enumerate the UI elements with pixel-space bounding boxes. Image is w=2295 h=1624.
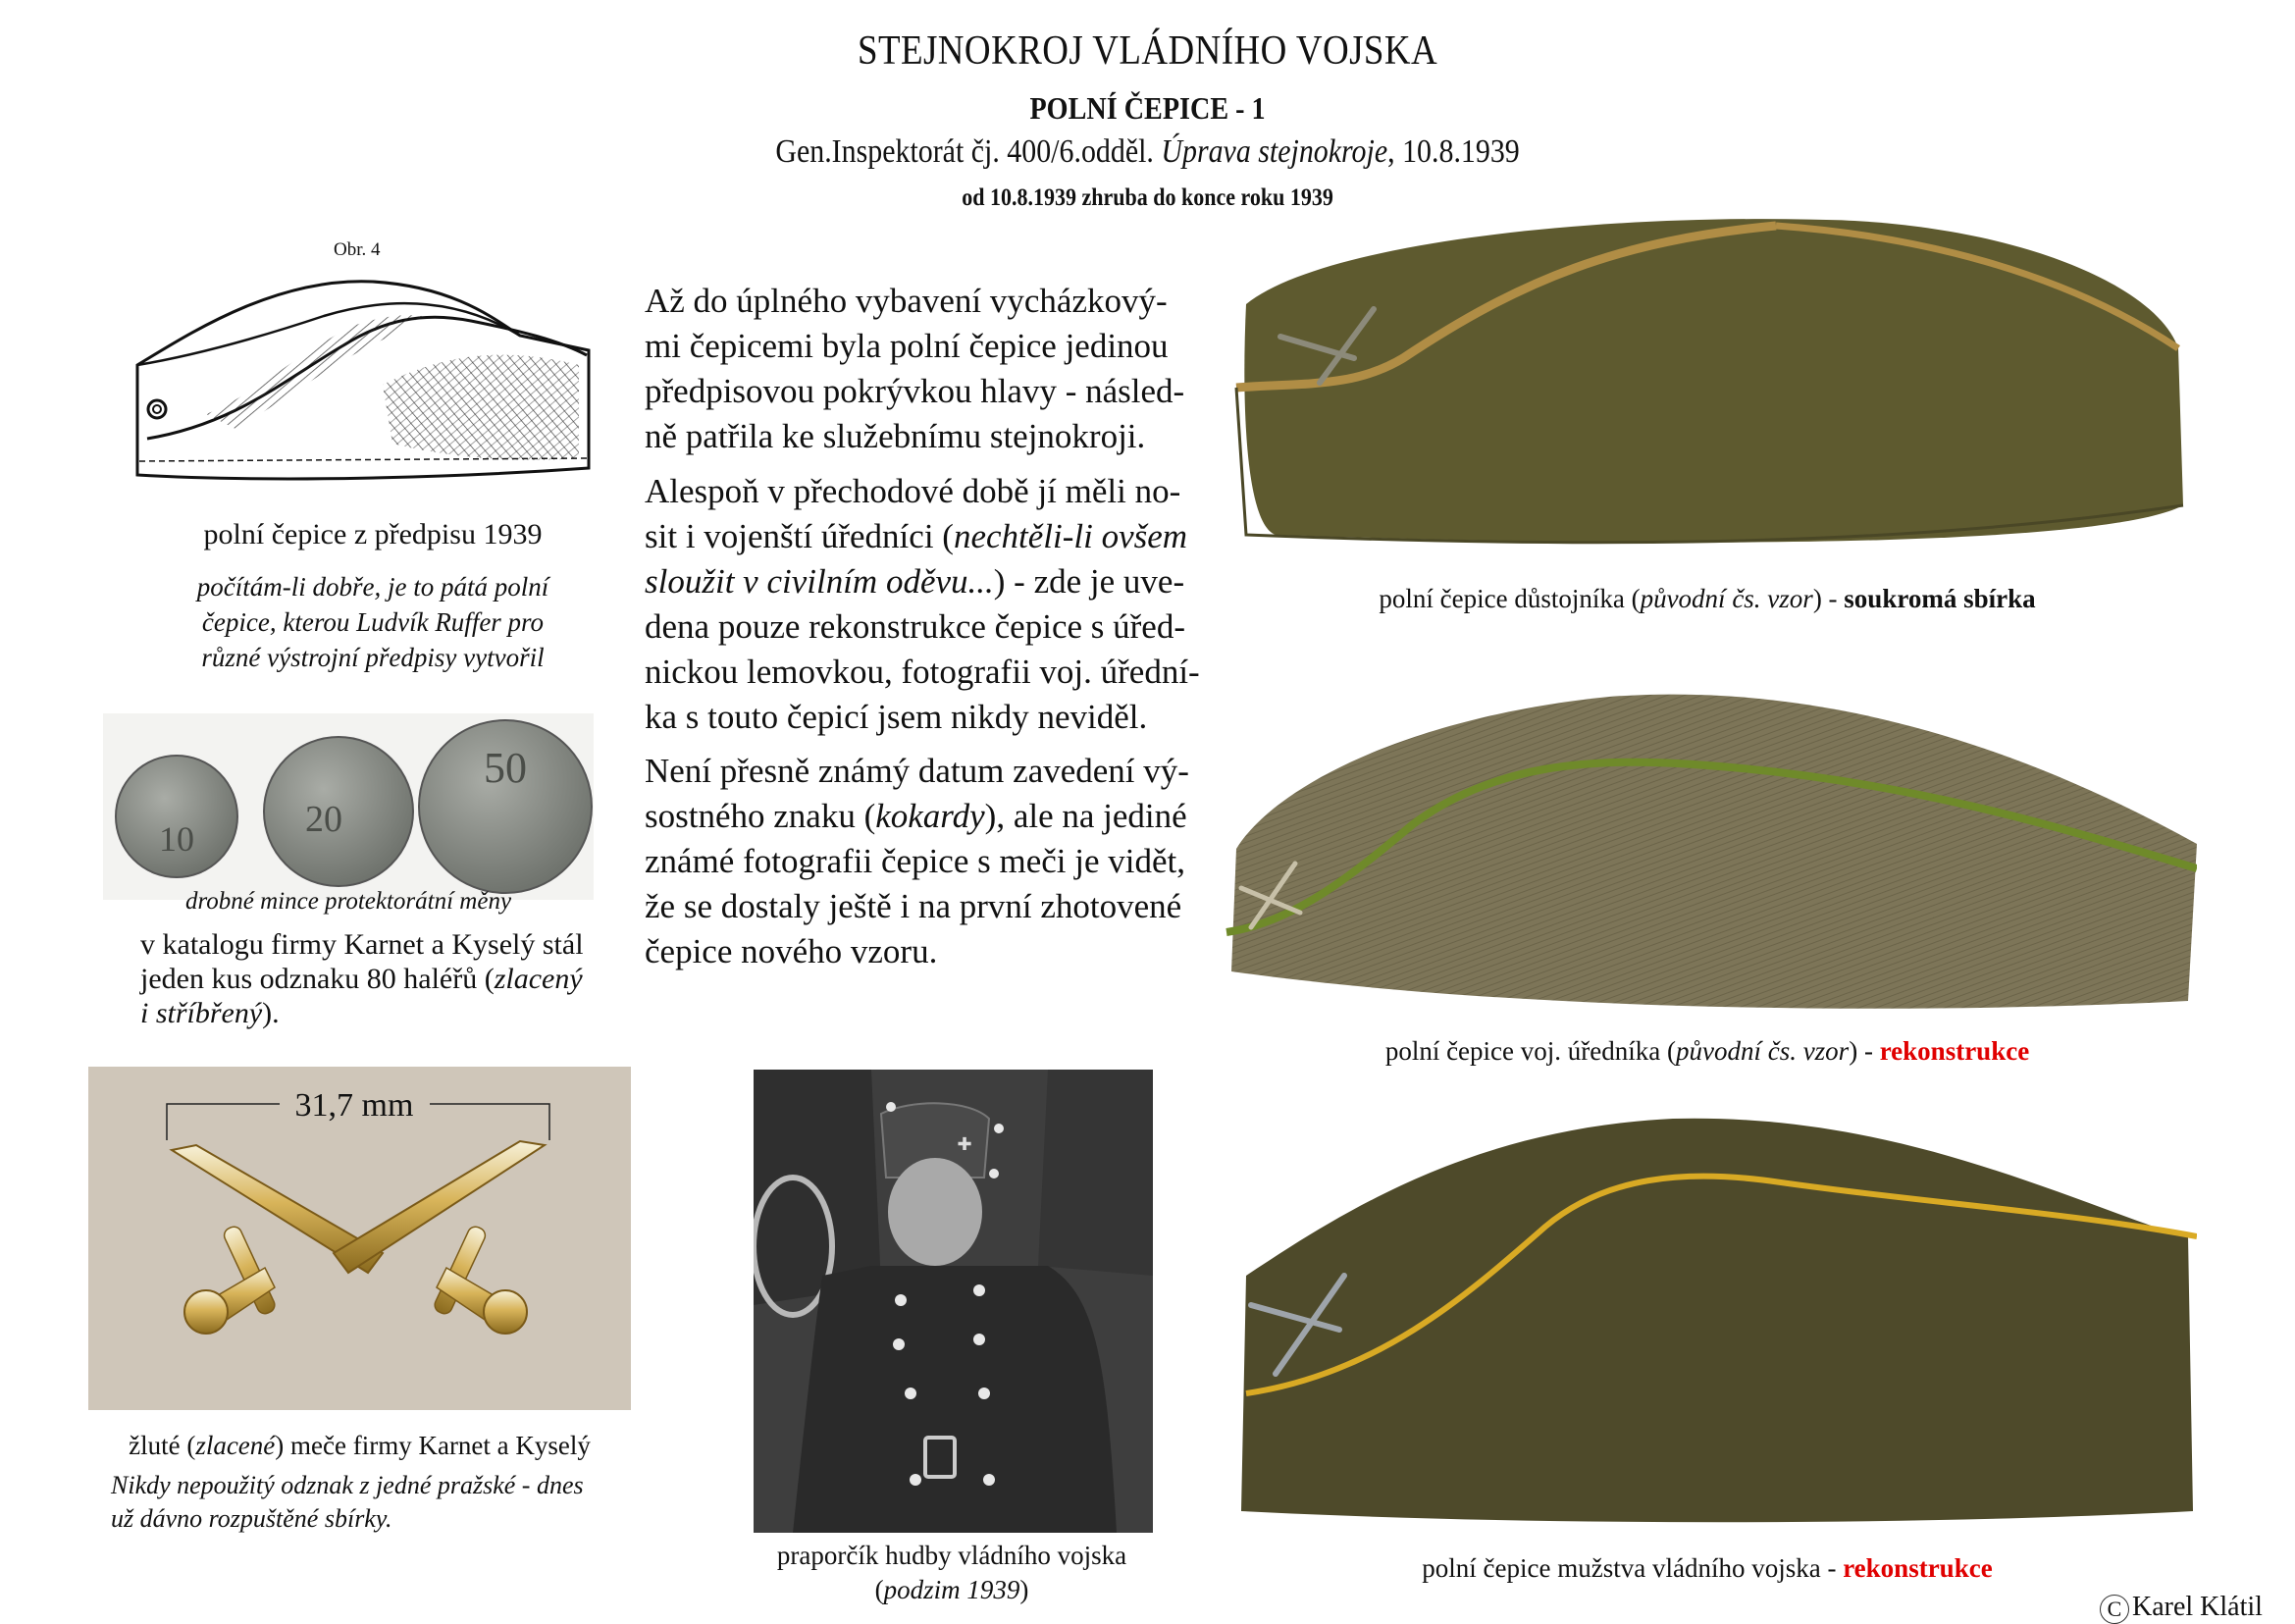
text-line: čepice nového vzoru. xyxy=(645,932,938,970)
caption-prefix: polní čepice důstojníka ( xyxy=(1379,584,1641,613)
text-line: známé fotografii čepice s meči je vidět, xyxy=(645,842,1185,880)
text-span: sostného znaku ( xyxy=(645,797,876,835)
swords-caption xyxy=(88,1427,631,1464)
regulation-source xyxy=(137,133,2157,171)
coin-value: 50 xyxy=(484,744,527,792)
text-line: dena pouze rekonstrukce čepice s úřed- xyxy=(645,607,1185,646)
catalogue-line xyxy=(140,996,631,1030)
swords-note xyxy=(111,1469,584,1536)
source-suffix: , 10.8.1939 xyxy=(1387,133,1520,170)
text-italic: nechtěli-li ovšem xyxy=(953,517,1188,555)
catalogue-line-suffix: ). xyxy=(262,997,280,1029)
text-line: mi čepicemi byla polní čepice jedinou xyxy=(645,327,1169,365)
catalogue-text xyxy=(140,927,631,1030)
text-line: předpisovou pokrývkou hlavy - násled- xyxy=(645,372,1185,410)
drawing-caption: polní čepice z předpisu 1939 xyxy=(203,518,543,550)
caption-mid: ) - xyxy=(1849,1036,1880,1066)
soldier-caption-italic: podzim 1939 xyxy=(883,1575,1020,1604)
swords-caption-suffix: ) meče firmy Karnet a Kyselý xyxy=(275,1431,591,1460)
caption-prefix: polní čepice mužstva vládního vojska - xyxy=(1422,1553,1844,1583)
text-line xyxy=(645,514,1233,559)
text-span: sit i vojenští úředníci ( xyxy=(645,517,954,555)
cap-cross-icon: ✚ xyxy=(957,1134,972,1154)
catalogue-line-italic: zlacený xyxy=(494,963,583,995)
caption-tag-reconstruction: rekonstrukce xyxy=(1843,1553,1993,1583)
swords-caption-italic: zlacené xyxy=(195,1431,276,1460)
coin-value: 10 xyxy=(159,819,194,859)
catalogue-line xyxy=(140,962,631,996)
officer-cap-caption xyxy=(1217,580,2198,617)
catalogue-line-prefix: jeden kus odznaku 80 haléřů ( xyxy=(140,963,495,995)
coin-10 xyxy=(116,756,237,877)
cap-drawing xyxy=(128,257,618,502)
copyright xyxy=(2100,1592,2263,1624)
text-span: ), ale na jediné xyxy=(984,797,1187,835)
enlisted-cap-photo xyxy=(1231,1099,2197,1531)
coin-50 xyxy=(419,720,592,893)
drawing-note-line: různé výstrojní předpisy vytvořil xyxy=(201,643,545,672)
caption-mid: ) - xyxy=(1812,584,1845,613)
drawing-note-line: čepice, kterou Ludvík Ruffer pro xyxy=(201,607,545,637)
drawing-note-line: počítám-li dobře, je to pátá polní xyxy=(196,572,549,602)
caption-prefix: polní čepice voj. úředníka ( xyxy=(1384,1036,1676,1066)
crossed-swords-icon xyxy=(172,1141,545,1334)
text-italic: sloužit v civilním oděvu... xyxy=(645,562,994,601)
text-line xyxy=(645,794,1233,839)
soldier-caption-date: (podzim 1939) xyxy=(874,1575,1029,1604)
official-cap-photo xyxy=(1217,677,2197,1016)
text-line: ka s touto čepicí jsem nikdy neviděl. xyxy=(645,698,1148,736)
validity-period: od 10.8.1939 zhruba do konce roku 1939 xyxy=(962,184,1333,211)
text-italic: kokardy xyxy=(875,797,985,835)
measurement-label: 31,7 mm xyxy=(294,1087,414,1124)
caption-tag-reconstruction: rekonstrukce xyxy=(1879,1036,2030,1066)
swords-note-line: Nikdy nepoužitý odznak z jedné pražské - dnes xyxy=(111,1471,584,1499)
coins-caption: drobné mince protektorátní měny xyxy=(184,888,512,915)
figure-label: Obr. 4 xyxy=(334,239,381,260)
text-line: nickou lemovkou, fotografii voj. úřední- xyxy=(645,653,1200,691)
copyright-author: Karel Klátil xyxy=(2132,1592,2263,1622)
enlisted-cap-caption xyxy=(1217,1549,2198,1587)
main-text-paragraph-1 xyxy=(645,279,1233,459)
swords-note-line: už dávno rozpuštěné sbírky. xyxy=(111,1504,392,1533)
text-line: že se dostaly ještě i na první zhotovené xyxy=(645,887,1182,925)
text-line xyxy=(645,559,1233,604)
caption-italic: původní čs. vzor xyxy=(1640,584,1813,613)
caption-tag-private-collection: soukromá sbírka xyxy=(1844,584,2036,613)
coin-20 xyxy=(264,737,413,886)
official-cap-caption xyxy=(1217,1032,2198,1070)
soldier-caption-line: praporčík hudby vládního vojska xyxy=(776,1541,1127,1570)
drawing-note xyxy=(118,569,628,675)
source-italic: Úprava stejnokroje xyxy=(1161,133,1388,170)
main-text-paragraph-2 xyxy=(645,469,1233,740)
main-text-paragraph-3 xyxy=(645,749,1233,974)
soldier-photo xyxy=(754,1070,1153,1533)
officer-cap-photo xyxy=(1226,211,2198,559)
copyright-icon: C xyxy=(2100,1595,2129,1624)
text-line: Až do úplného vybavení vycházkový- xyxy=(645,282,1168,320)
text-line: ně patřila ke služebnímu stejnokroji. xyxy=(645,417,1146,455)
page-subtitle: POLNÍ ČEPICE - 1 xyxy=(1029,90,1266,126)
soldier-caption xyxy=(726,1539,1177,1607)
source-prefix: Gen.Inspektorát čj. 400/6.odděl. xyxy=(775,133,1162,170)
catalogue-line-italic: i stříbřený xyxy=(140,997,263,1029)
coin-value: 20 xyxy=(305,799,342,840)
swords-badge-photo xyxy=(88,1067,631,1410)
text-line: Není přesně známý datum zavedení vý- xyxy=(645,752,1189,790)
coins-photo xyxy=(103,713,594,900)
page-title: STEJNOKROJ VLÁDNÍHO VOJSKA xyxy=(857,28,1438,74)
text-line: Alespoň v přechodové době jí měli no- xyxy=(645,472,1181,510)
swords-caption-prefix: žluté ( xyxy=(129,1431,196,1460)
text-span: ) - zde je uve- xyxy=(993,562,1185,601)
caption-italic: původní čs. vzor xyxy=(1675,1036,1850,1066)
catalogue-line: v katalogu firmy Karnet a Kyselý stál xyxy=(140,928,584,961)
